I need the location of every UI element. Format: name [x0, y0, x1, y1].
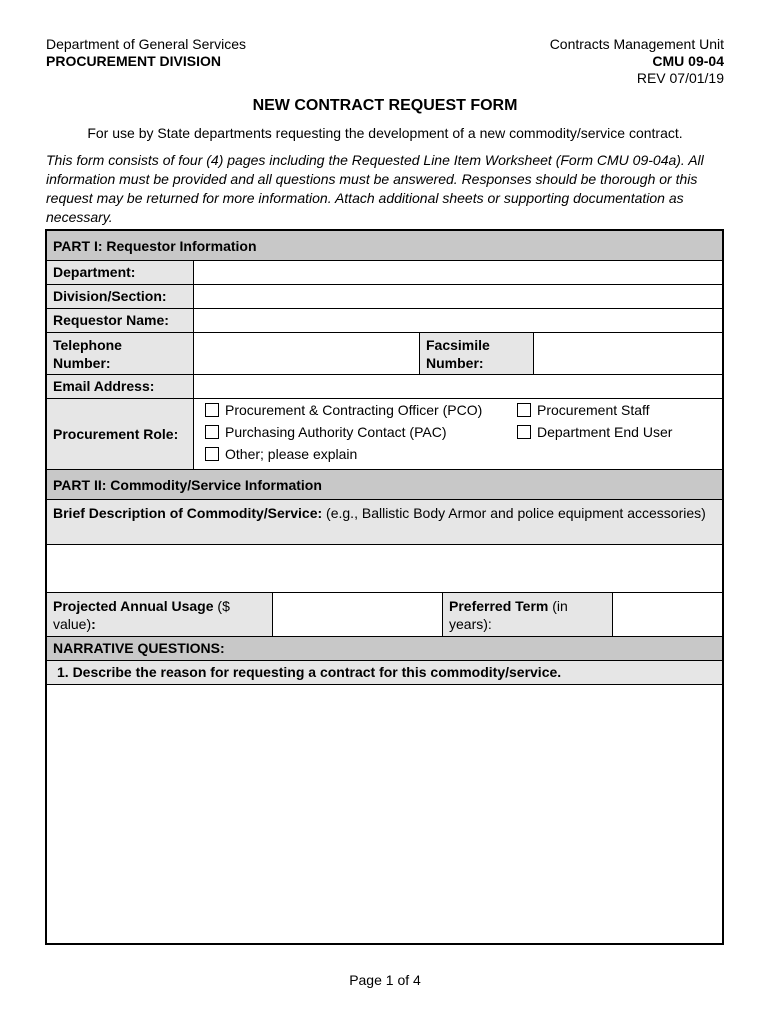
checkbox-pco[interactable] [205, 403, 219, 417]
form-title: NEW CONTRACT REQUEST FORM [252, 97, 518, 114]
question-1: 1. Describe the reason for requesting a contract for this commodity/service. [57, 664, 562, 680]
division-field[interactable] [194, 285, 722, 308]
checkbox-staff[interactable] [517, 403, 531, 417]
role-pac-label: Purchasing Authority Contact (PAC) [225, 424, 447, 440]
fax-label-line1: Facsimile [426, 337, 490, 353]
header-right [550, 36, 724, 87]
description-hint: (e.g., Ballistic Body Armor and police equipment accessories) [322, 505, 706, 521]
form-table [45, 229, 724, 945]
narrative-heading-row [47, 637, 722, 661]
division-name: PROCUREMENT DIVISION [46, 53, 222, 69]
role-other-label: Other; please explain [225, 446, 358, 462]
role-option-other[interactable] [205, 443, 357, 465]
usage-hint-2: value) [53, 616, 92, 632]
division-label: Division/Section: [47, 285, 194, 308]
usage-label-bold: Projected Annual Usage [53, 598, 214, 614]
role-option-pco[interactable] [205, 399, 482, 421]
role-option-staff[interactable] [517, 399, 650, 421]
question-1-answer[interactable] [47, 685, 722, 943]
telephone-label-line2: Number: [53, 355, 111, 371]
usage-field[interactable] [273, 593, 443, 636]
checkbox-end-user[interactable] [517, 425, 531, 439]
page-number: Page 1 of 4 [349, 972, 421, 988]
term-label-line2: years): [449, 616, 492, 632]
usage-term-row [47, 593, 722, 637]
fax-label-line2: Number: [426, 355, 484, 371]
role-label: Procurement Role: [47, 399, 194, 469]
part2-heading-row [47, 470, 722, 500]
form-id: CMU 09-04 [652, 53, 724, 69]
role-pco-label: Procurement & Contracting Officer (PCO) [225, 402, 483, 418]
role-option-end-user[interactable] [517, 421, 672, 443]
term-hint-1: (in [548, 598, 568, 614]
role-staff-label: Procurement Staff [537, 402, 650, 418]
division-row [47, 285, 722, 309]
checkbox-pac[interactable] [205, 425, 219, 439]
narrative-heading: NARRATIVE QUESTIONS: [53, 640, 225, 656]
term-label [443, 593, 613, 636]
department-row [47, 261, 722, 285]
term-label-bold: Preferred Term [449, 598, 549, 614]
email-field[interactable] [194, 375, 722, 398]
form-intro: This form consists of four (4) pages including the Requested Line Item Worksheet (Form CMU 09-04a). All information must be provided and all questions must be answered. Responses should be thorough or this request may be returned for more information. Attach additional sheets or supporting documentation as necessary. [46, 152, 704, 225]
phone-row [47, 333, 722, 375]
department-field[interactable] [194, 261, 722, 284]
form-subtitle: For use by State departments requesting the development of a new commodity/service contract. [87, 125, 683, 141]
department-label: Department: [47, 261, 194, 284]
requestor-field[interactable] [194, 309, 722, 332]
part1-heading-row [47, 231, 722, 261]
requestor-row [47, 309, 722, 333]
checkbox-other[interactable] [205, 447, 219, 461]
description-field[interactable] [47, 545, 722, 593]
usage-hint-1: ($ [213, 598, 230, 614]
role-row [47, 399, 722, 470]
role-option-pac[interactable] [205, 421, 447, 443]
role-end-user-label: Department End User [537, 424, 673, 440]
description-label-row [47, 500, 722, 545]
department-name: Department of General Services [46, 36, 246, 52]
usage-colon: : [91, 616, 96, 632]
unit-name: Contracts Management Unit [549, 36, 724, 52]
part1-heading: PART I: Requestor Information [53, 238, 257, 254]
telephone-label [47, 333, 194, 374]
description-label [47, 500, 722, 522]
term-field[interactable] [613, 593, 722, 636]
part2-heading: PART II: Commodity/Service Information [53, 477, 322, 493]
header-left [46, 36, 246, 70]
usage-label [47, 593, 273, 636]
fax-label [420, 333, 534, 374]
usage-label-line1 [53, 597, 266, 615]
description-label-bold: Brief Description of Commodity/Service: [53, 505, 323, 521]
fax-field[interactable] [534, 333, 722, 374]
term-label-line1 [449, 597, 606, 615]
usage-label-line2 [53, 615, 266, 633]
requestor-label: Requestor Name: [47, 309, 194, 332]
email-row [47, 375, 722, 399]
telephone-field[interactable] [194, 333, 420, 374]
telephone-label-line1: Telephone [53, 337, 122, 353]
email-label: Email Address: [47, 375, 194, 398]
revision: REV 07/01/19 [636, 70, 724, 86]
question-1-row [47, 661, 722, 685]
